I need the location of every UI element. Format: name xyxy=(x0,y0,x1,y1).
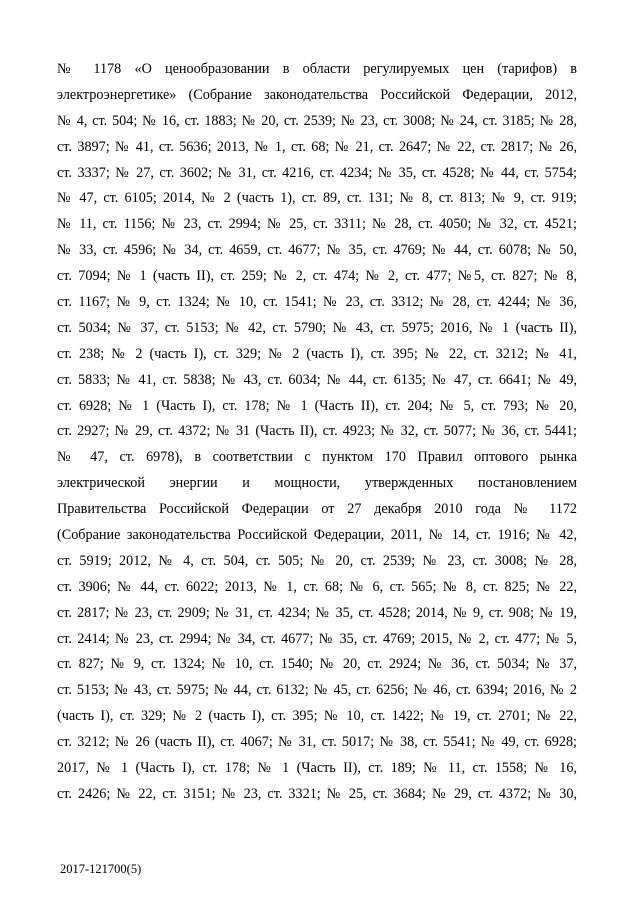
text-line: ст. 2817; № 23, ст. 2909; № 31, ст. 4234; № 35, ст. 4528; 2014, № 9, ст. 908; № 19, xyxy=(57,604,577,621)
text-line: № 1178 «О ценообразовании в области регулируемых цен (тарифов) в xyxy=(57,61,577,77)
text-line: ст. 2426; № 22, ст. 3151; № 23, ст. 3321; № 25, ст. 3684; № 29, ст. 4372; № 30, xyxy=(57,785,577,802)
text-line: ст. 7094; № 1 (часть II), ст. 259; № 2, ст. 474; № 2, ст. 477; №5, ст. 827; № 8, xyxy=(57,268,577,285)
document-id-footer: 2017-121700(5) xyxy=(60,862,142,876)
text-line: ст. 5034; № 37, ст. 5153; № 42, ст. 5790; № 43, ст. 5975; 2016, № 1 (часть II), xyxy=(57,319,577,336)
text-line: ст. 3337; № 27, ст. 3602; № 31, ст. 4216, ст. 4234; № 35, ст. 4528; № 44, ст. 5754; xyxy=(57,164,577,181)
text-line: ст. 2927; № 29, ст. 4372; № 31 (Часть II), ст. 4923; № 32, ст. 5077; № 36, ст. 5441; xyxy=(57,423,577,440)
text-line: 2017, № 1 (Часть I), ст. 178; № 1 (Часть II), ст. 189; № 11, ст. 1558; № 16, xyxy=(57,760,577,777)
text-line: ст. 6928; № 1 (Часть I), ст. 178; № 1 (Часть II), ст. 204; № 5, ст. 793; № 20, xyxy=(57,397,577,414)
text-line: электроэнергетике» (Собрание законодательства Российской Федерации, 2012, xyxy=(57,86,577,103)
text-line: ст. 5919; 2012, № 4, ст. 504, ст. 505; № 20, ст. 2539; № 23, ст. 3008; № 28, xyxy=(57,552,577,569)
text-line: ст. 3212; № 26 (часть II), ст. 4067; № 31, ст. 5017; № 38, ст. 5541; № 49, ст. 6928; xyxy=(57,734,577,751)
text-line: Правительства Российской Федерации от 27 декабря 2010 года № 1172 xyxy=(57,501,577,518)
text-line: (часть I), ст. 329; № 2 (часть I), ст. 395; № 10, ст. 1422; № 19, ст. 2701; № 22, xyxy=(57,708,577,725)
text-line: ст. 3906; № 44, ст. 6022; 2013, № 1, ст. 68; № 6, ст. 565; № 8, ст. 825; № 22, xyxy=(57,578,577,595)
body-text xyxy=(57,57,577,808)
text-line: ст. 1167; № 9, ст. 1324; № 10, ст. 1541; № 23, ст. 3312; № 28, ст. 4244; № 36, xyxy=(57,294,577,311)
text-line: (Собрание законодательства Российской Федерации, 2011, № 14, ст. 1916; № 42, xyxy=(57,527,577,544)
text-line: ст. 827; № 9, ст. 1324; № 10, ст. 1540; № 20, ст. 2924; № 36, ст. 5034; № 37, xyxy=(57,656,577,673)
text-line: ст. 238; № 2 (часть I), ст. 329; № 2 (часть I), ст. 395; № 22, ст. 3212; № 41, xyxy=(57,345,577,362)
text-line: № 47, ст. 6978), в соответствии с пунктом 170 Правил оптового рынка xyxy=(57,449,577,466)
text-line: ст. 3897; № 41, ст. 5636; 2013, № 1, ст. 68; № 21, ст. 2647; № 22, ст. 2817; № 26, xyxy=(57,138,577,155)
text-line: № 4, ст. 504; № 16, ст. 1883; № 20, ст. 2539; № 23, ст. 3008; № 24, ст. 3185; № 28, xyxy=(57,112,577,129)
text-line: ст. 2414; № 23, ст. 2994; № 34, ст. 4677; № 35, ст. 4769; 2015, № 2, ст. 477; № 5, xyxy=(57,630,577,647)
text-line: № 11, ст. 1156; № 23, ст. 2994; № 25, ст. 3311; № 28, ст. 4050; № 32, ст. 4521; xyxy=(57,216,577,233)
text-line: электрической энергии и мощности, утвержденных постановлением xyxy=(57,475,577,492)
text-line: ст. 5153; № 43, ст. 5975; № 44, ст. 6132; № 45, ст. 6256; № 46, ст. 6394; 2016, № 2 xyxy=(57,682,577,699)
text-line: № 33, ст. 4596; № 34, ст. 4659, ст. 4677; № 35, ст. 4769; № 44, ст. 6078; № 50, xyxy=(57,242,577,259)
text-line: № 47, ст. 6105; 2014, № 2 (часть 1), ст. 89, ст. 131; № 8, ст. 813; № 9, ст. 919; xyxy=(57,190,577,207)
text-line: ст. 5833; № 41, ст. 5838; № 43, ст. 6034; № 44, ст. 6135; № 47, ст. 6641; № 49, xyxy=(57,371,577,388)
